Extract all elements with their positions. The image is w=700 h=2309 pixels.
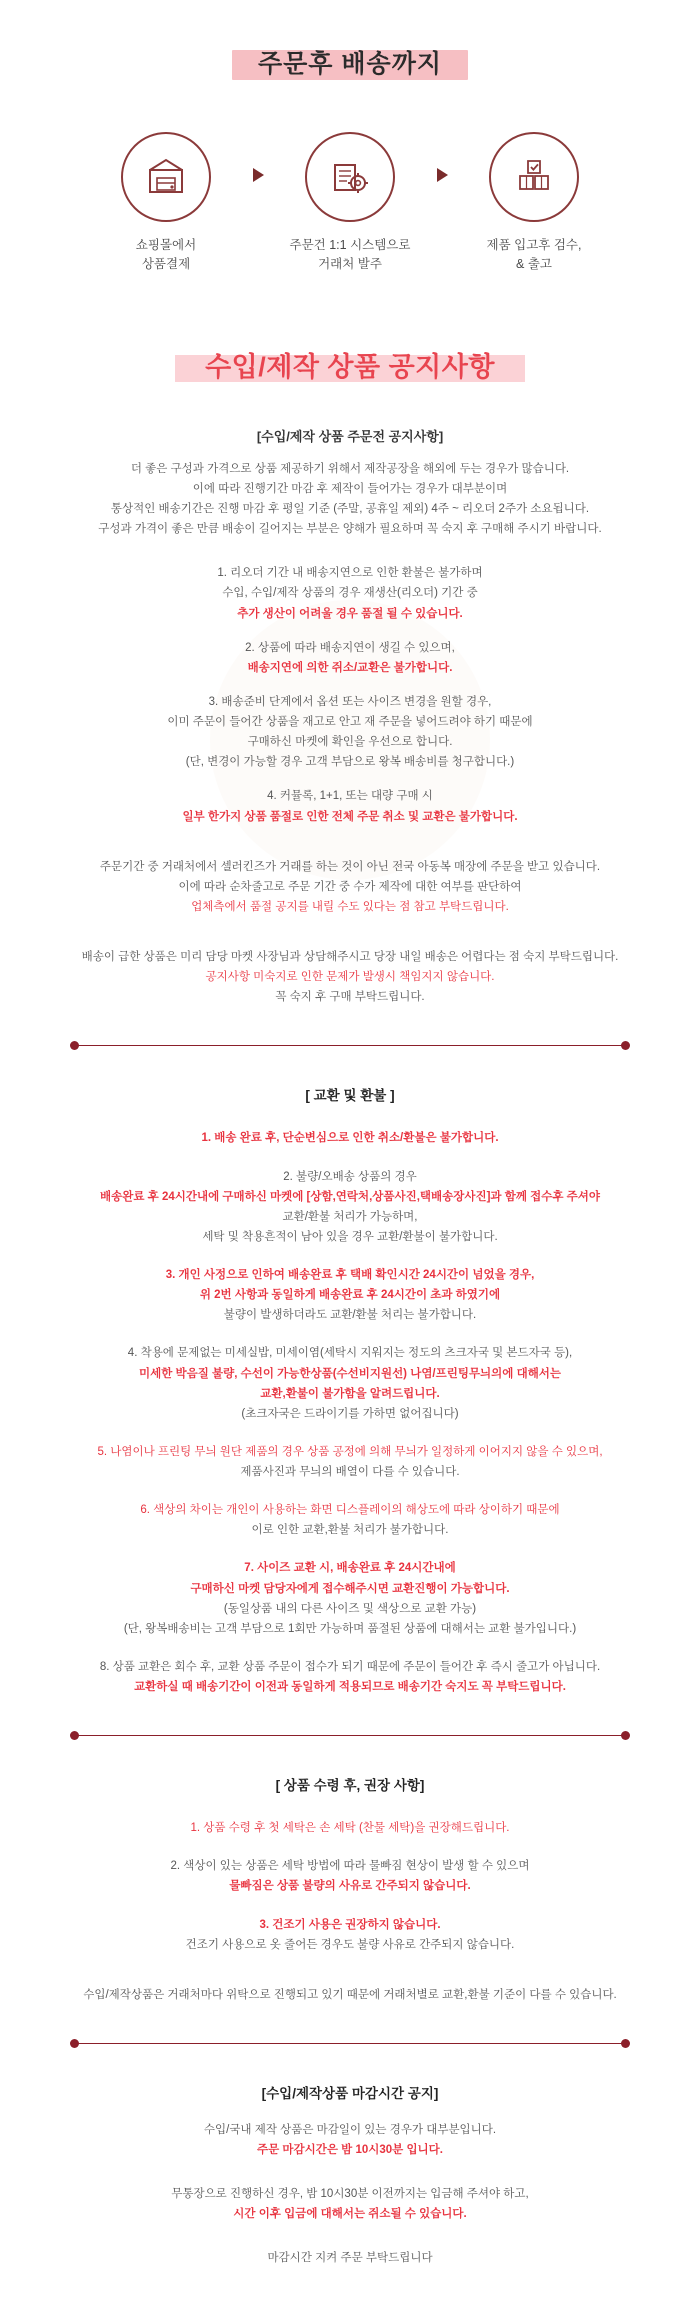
exchange-item-line: (동일상품 내의 다른 사이즈 및 색상으로 교환 가능) [223, 1602, 477, 1615]
deadline-line: 수입/국내 제작 상품은 마감일이 있는 경우가 대부분입니다. [203, 2123, 497, 2136]
page-title: 수입/제작 상품 공지사항 [205, 351, 495, 382]
step-1-label-line1: 쇼핑몰에서 [135, 238, 197, 252]
arrow-icon-1 [241, 132, 275, 182]
care-item-line: 1. 상품 수령 후 첫 세탁은 손 세탁 (찬물 세탁)을 권장해드립니다. [190, 1822, 510, 1835]
notice-item [60, 563, 640, 623]
exchange-item-line: (단, 왕복배송비는 고객 부담으로 1회만 가능하며 품절된 상품에 대해서는 교환 불가입니다.) [123, 1622, 577, 1635]
notice-intro-line: 더 좋은 구성과 가격으로 상품 제공하기 위해서 제작공장을 해외에 두는 경우가 많습니다. [130, 462, 570, 475]
notice-closing-line: 배송이 급한 상품은 미리 담당 마켓 사장님과 상담해주시고 당장 내일 배송은 어렵다는 점 숙지 부탁드립니다. [81, 951, 619, 963]
notice-outro-line: 이에 따라 순차줄고로 주문 기간 중 수가 제작에 대한 여부를 판단하여 [178, 880, 522, 893]
shop-payment-icon [121, 132, 211, 222]
exchange-item [60, 1657, 640, 1697]
step-2-label [275, 236, 425, 275]
step-1-label [91, 236, 241, 275]
notice-closing-line: 공지사항 미숙지로 인한 문제가 발생시 책임지지 않습니다. [205, 971, 495, 984]
deadline-line-2: 무통장으로 진행하신 경우, 밤 10시30분 이전까지는 입금해 주셔야 하고, [171, 2188, 529, 2201]
notice-closing-line: 꼭 숙지 후 구매 부탁드립니다. [275, 991, 425, 1004]
exchange-item-line: (초크자국은 드라이기를 가하면 없어집니다) [241, 1407, 459, 1420]
step-1 [91, 132, 241, 275]
care-item [60, 1915, 640, 1955]
exchange-item [60, 1442, 640, 1482]
exchange-item [60, 1265, 640, 1325]
exchange-item [60, 1558, 640, 1639]
step-2-label-line1: 주문건 1:1 시스템으로 [289, 238, 411, 252]
section-divider-2 [70, 1731, 630, 1740]
inspection-shipping-icon [489, 132, 579, 222]
notice-item-line: 이미 주문이 들어간 상품을 재고로 안고 재 주문을 넣어드려야 하기 때문에 [167, 716, 533, 728]
exchange-item-line: 5. 나염이나 프린팅 무늬 원단 제품의 경우 상품 공정에 의해 무늬가 일정하게 이어지지 않을 수 있으며, [97, 1445, 603, 1458]
care-footer: 수입/제작상품은 거래처마다 위탁으로 진행되고 있기 때문에 거래처별로 교환,환불 기준이 다를 수 있습니다. [83, 1988, 617, 2001]
notice-item-line: 4. 커뮬록, 1+1, 또는 대량 구매 시 [267, 790, 433, 803]
notice-outro-line: 업체측에서 품절 공지를 내릴 수도 있다는 점 참고 부탁드립니다. [191, 900, 509, 913]
deadline-line: 주문 마감시간은 밤 10시30분 입니다. [257, 2144, 443, 2156]
step-2 [275, 132, 425, 275]
notice-section [0, 426, 700, 1008]
exchange-item-line: 교환,환불이 불가함을 알려드립니다. [260, 1387, 440, 1400]
step-3-label-line1: 제품 입고후 검수, [486, 238, 582, 252]
step-3-label-line2: & 출고 [516, 257, 552, 272]
exchange-item-line: 8. 상품 교환은 회수 후, 교환 상품 주문이 접수가 되기 때문에 주문이 들어간 후 즉시 줄고가 아닙니다. [99, 1660, 601, 1673]
care-item [60, 1856, 640, 1896]
notice-item-line: 일부 한가지 상품 품절로 인한 전체 주문 취소 및 교환은 불가합니다. [182, 810, 518, 823]
exchange-item-line: 이로 인한 교환,환불 처리가 불가합니다. [251, 1524, 449, 1537]
exchange-item-line: 교환/환불 처리가 가능하며, [282, 1210, 418, 1223]
care-item-line: 물빠짐은 상품 불량의 사유로 간주되지 않습니다. [229, 1880, 471, 1893]
care-heading: [ 상품 수령 후, 권장 사항] [275, 1778, 425, 1794]
exchange-item-line: 미세한 박음질 불량, 수선이 가능한상품(수선비지원선) 나염/프린팅무늬의에 대해서는 [138, 1367, 562, 1380]
notice-item-line: (단, 변경이 가능할 경우 고객 부담으로 왕복 배송비를 청구합니다.) [185, 756, 515, 769]
care-item [60, 1818, 640, 1838]
notice-item [60, 786, 640, 826]
exchange-item-line: 7. 사이즈 교환 시, 배송완료 후 24시간내에 [244, 1562, 456, 1575]
deadline-line-2: 시간 이후 입금에 대해서는 쥐소될 수 있습니다. [233, 2208, 467, 2221]
notice-intro-line: 통상적인 배송기간은 진행 마감 후 평일 기준 (주말, 공휴일 제외) 4주 ~ 리오더 2주가 소요됩니다. [110, 503, 590, 515]
notice-item-line: 수입, 수입/제작 상품의 경우 재생산(리오더) 기간 중 [222, 587, 478, 600]
exchange-item-line: 1. 배송 완료 후, 단순변심으로 인한 취소/환불은 불가합니다. [201, 1132, 499, 1145]
exchange-section [0, 1084, 700, 1697]
notice-item-line: 3. 배송준비 단계에서 옵션 또는 사이즈 변경을 원할 경우, [208, 695, 492, 708]
exchange-item [60, 1128, 640, 1148]
divider-dot-right [621, 2039, 630, 2048]
exchange-item-line: 세탁 및 착용흔적이 남아 있을 경우 교환/환불이 불가합니다. [202, 1230, 498, 1243]
care-item-line: 3. 건조기 사용은 권장하지 않습니다. [259, 1918, 441, 1931]
exchange-item-line: 2. 불량/오배송 상품의 경우 [283, 1170, 417, 1183]
notice-intro-line: 구성과 가격이 좋은 만큼 배송이 길어지는 부분은 양해가 필요하며 꼭 숙지 후 구매해 주시기 바랍니다. [98, 523, 602, 536]
exchange-item-line: 배송완료 후 24시간내에 구매하신 마켓에 [상함,연락처,상품사진,택배송장사진]과 함께 접수후 주셔야 [100, 1190, 600, 1203]
notice-closing [60, 947, 640, 1007]
step-3 [459, 132, 609, 275]
notice-outro-line: 주문기간 중 거래처에서 셀러킨즈가 거래를 하는 것이 아닌 전국 아동복 매장에 주문을 받고 있습니다. [99, 860, 601, 873]
notice-heading: [수입/제작 상품 주문전 공지사항] [256, 428, 444, 444]
notice-item-line: 구매하신 마켓에 확인을 우선으로 합니다. [247, 736, 453, 749]
process-steps [0, 132, 700, 275]
order-system-icon [305, 132, 395, 222]
care-section [0, 1774, 700, 2005]
notice-item [60, 638, 640, 678]
care-item-line: 2. 색상이 있는 상품은 세탁 방법에 따라 물빠짐 현상이 발생 할 수 있으며 [170, 1860, 530, 1873]
exchange-item-line: 6. 색상의 차이는 개인이 사용하는 화면 디스플레이의 해상도에 따라 상이하기 때문에 [140, 1504, 560, 1517]
exchange-item-line: 위 2번 사항과 동일하게 배송완료 후 24시간이 초과 하였기에 [199, 1289, 501, 1302]
step-2-label-line2: 거래처 발주 [318, 257, 382, 272]
section-divider-3 [70, 2039, 630, 2048]
top-banner [0, 0, 700, 84]
care-item-line: 건조기 사용으로 옷 줄어든 경우도 불량 사유로 간주되지 않습니다. [185, 1938, 515, 1951]
divider-dot-right [621, 1041, 630, 1050]
step-1-label-line2: 상품결제 [141, 257, 191, 272]
exchange-item-line: 교환하실 때 배송기간이 이전과 동일하게 적용되므로 배송기간 숙지도 꼭 부탁드립니다. [134, 1681, 566, 1693]
exchange-item [60, 1167, 640, 1248]
section-divider-1 [70, 1041, 630, 1050]
notice-item-line: 2. 상품에 따라 배송지연이 생길 수 있으며, [245, 641, 455, 654]
exchange-heading: [ 교환 및 환불 ] [305, 1088, 395, 1104]
deadline-section [0, 2082, 700, 2269]
exchange-item-line: 3. 개인 사정으로 인하여 배송완료 후 택배 확인시간 24시간이 넘었을 경우, [165, 1269, 535, 1281]
deadline-heading: [수입/제작상품 마감시간 공지] [261, 2085, 439, 2101]
deadline-final: 마감시간 지켜 주문 부탁드립니다 [267, 2252, 433, 2265]
notice-item-line: 추가 생산이 어려울 경우 품절 될 수 있습니다. [237, 607, 463, 620]
exchange-item-line: 4. 착용에 문제없는 미세실밥, 미세이염(세탁시 지워지는 정도의 츠크자국 및 본드자국 등), [127, 1347, 573, 1360]
step-3-label [459, 236, 609, 275]
notice-outro [60, 857, 640, 917]
main-title-block [0, 341, 700, 386]
banner-title: 주문후 배송까지 [258, 50, 442, 78]
exchange-item-line: 불량이 발생하더라도 교환/환불 처리는 불가합니다. [223, 1309, 477, 1322]
notice-item [60, 692, 640, 773]
arrow-icon-2 [425, 132, 459, 182]
notice-item-line: 배송지연에 의한 쥐소/교환은 불가합니다. [247, 661, 453, 674]
divider-line [75, 1735, 625, 1736]
exchange-item [60, 1500, 640, 1540]
exchange-item [60, 1343, 640, 1424]
notice-intro-line: 이에 따라 진행기간 마감 후 제작이 들어가는 경우가 대부분이며 [192, 482, 508, 495]
exchange-item-line: 구매하신 마켓 담당자에게 접수해주시면 교환진행이 가능합니다. [190, 1582, 510, 1595]
exchange-item-line: 제품사진과 무늬의 배열이 다를 수 있습니다. [240, 1466, 460, 1478]
divider-line [75, 1045, 625, 1046]
divider-line [75, 2043, 625, 2044]
divider-dot-right [621, 1731, 630, 1740]
notice-item-line: 1. 리오더 기간 내 배송지연으로 인한 환불은 불가하며 [217, 567, 483, 580]
